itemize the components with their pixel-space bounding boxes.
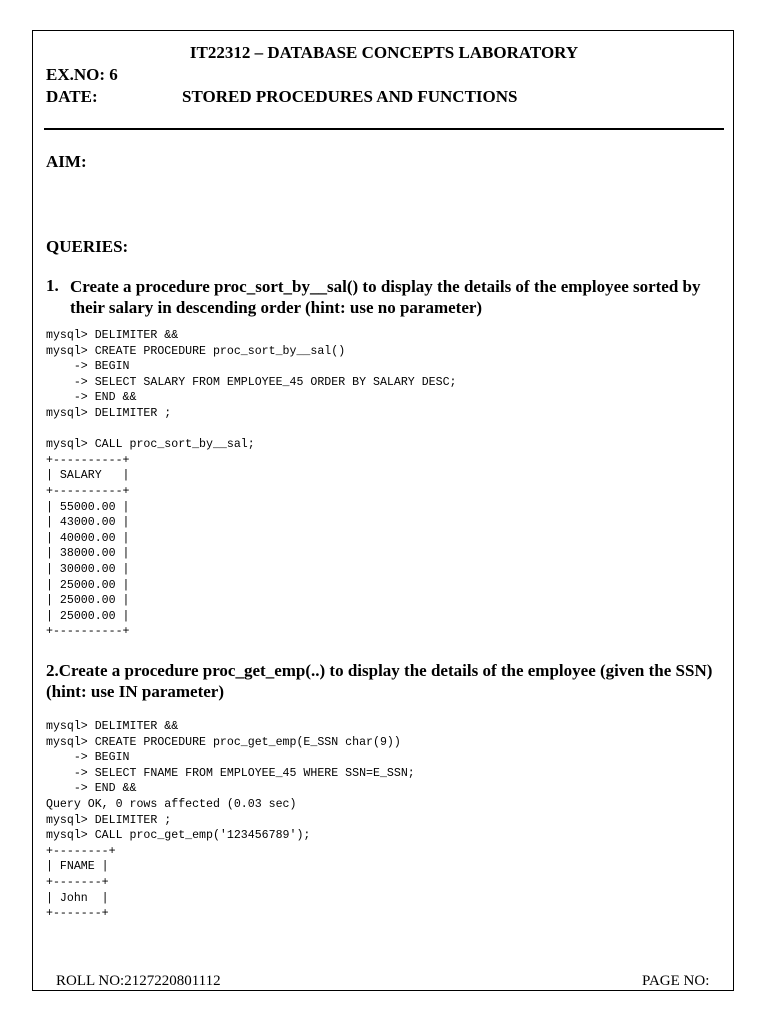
date-label: DATE:: [46, 87, 98, 106]
exercise-title: STORED PROCEDURES AND FUNCTIONS: [182, 87, 518, 106]
aim-heading: AIM:: [46, 152, 87, 171]
lab-title: IT22312 – DATABASE CONCEPTS LABORATORY: [189, 43, 579, 62]
exercise-number: EX.NO: 6: [46, 65, 118, 84]
question-2-text: 2.Create a procedure proc_get_emp(..) to display the details of the employee (given the SSN) (hint: use IN parameter): [46, 661, 713, 701]
question-1-number: 1.: [46, 276, 59, 295]
question-1-text: Create a procedure proc_sort_by__sal() to display the details of the employee sorted by their salary in descending order (hint: use no parameter): [70, 277, 701, 317]
question-1-code: mysql> DELIMITER && mysql> CREATE PROCEDURE proc_sort_by__sal() -> BEGIN -> SELECT SALARY FROM EMPLOYEE_45 ORDER BY SALARY DESC; -> END && mysql> DELIMITER ; mysql> CALL proc_sort_by__sal; +----------+ | SALARY | +----------+ | 55000.00 | | 43000.00 | | 40000.00 | | 38000.00 | | 30000.00 | | 25000.00 | | 25000.00 | | 25000.00 | +----------+: [46, 329, 457, 639]
queries-heading: QUERIES:: [46, 237, 129, 256]
roll-number: ROLL NO:2127220801112: [56, 973, 221, 989]
question-2-code: mysql> DELIMITER && mysql> CREATE PROCEDURE proc_get_emp(E_SSN char(9)) -> BEGIN -> SELECT FNAME FROM EMPLOYEE_45 WHERE SSN=E_SSN; -> END && Query OK, 0 rows affected (0.03 sec) mysql> DELIMITER ; mysql> CALL proc_get_emp('123456789'); +--------+ | FNAME | +-------+ | John | +-------+: [46, 720, 415, 921]
page-number-label: PAGE NO:: [642, 973, 710, 989]
header-divider: [44, 128, 724, 130]
